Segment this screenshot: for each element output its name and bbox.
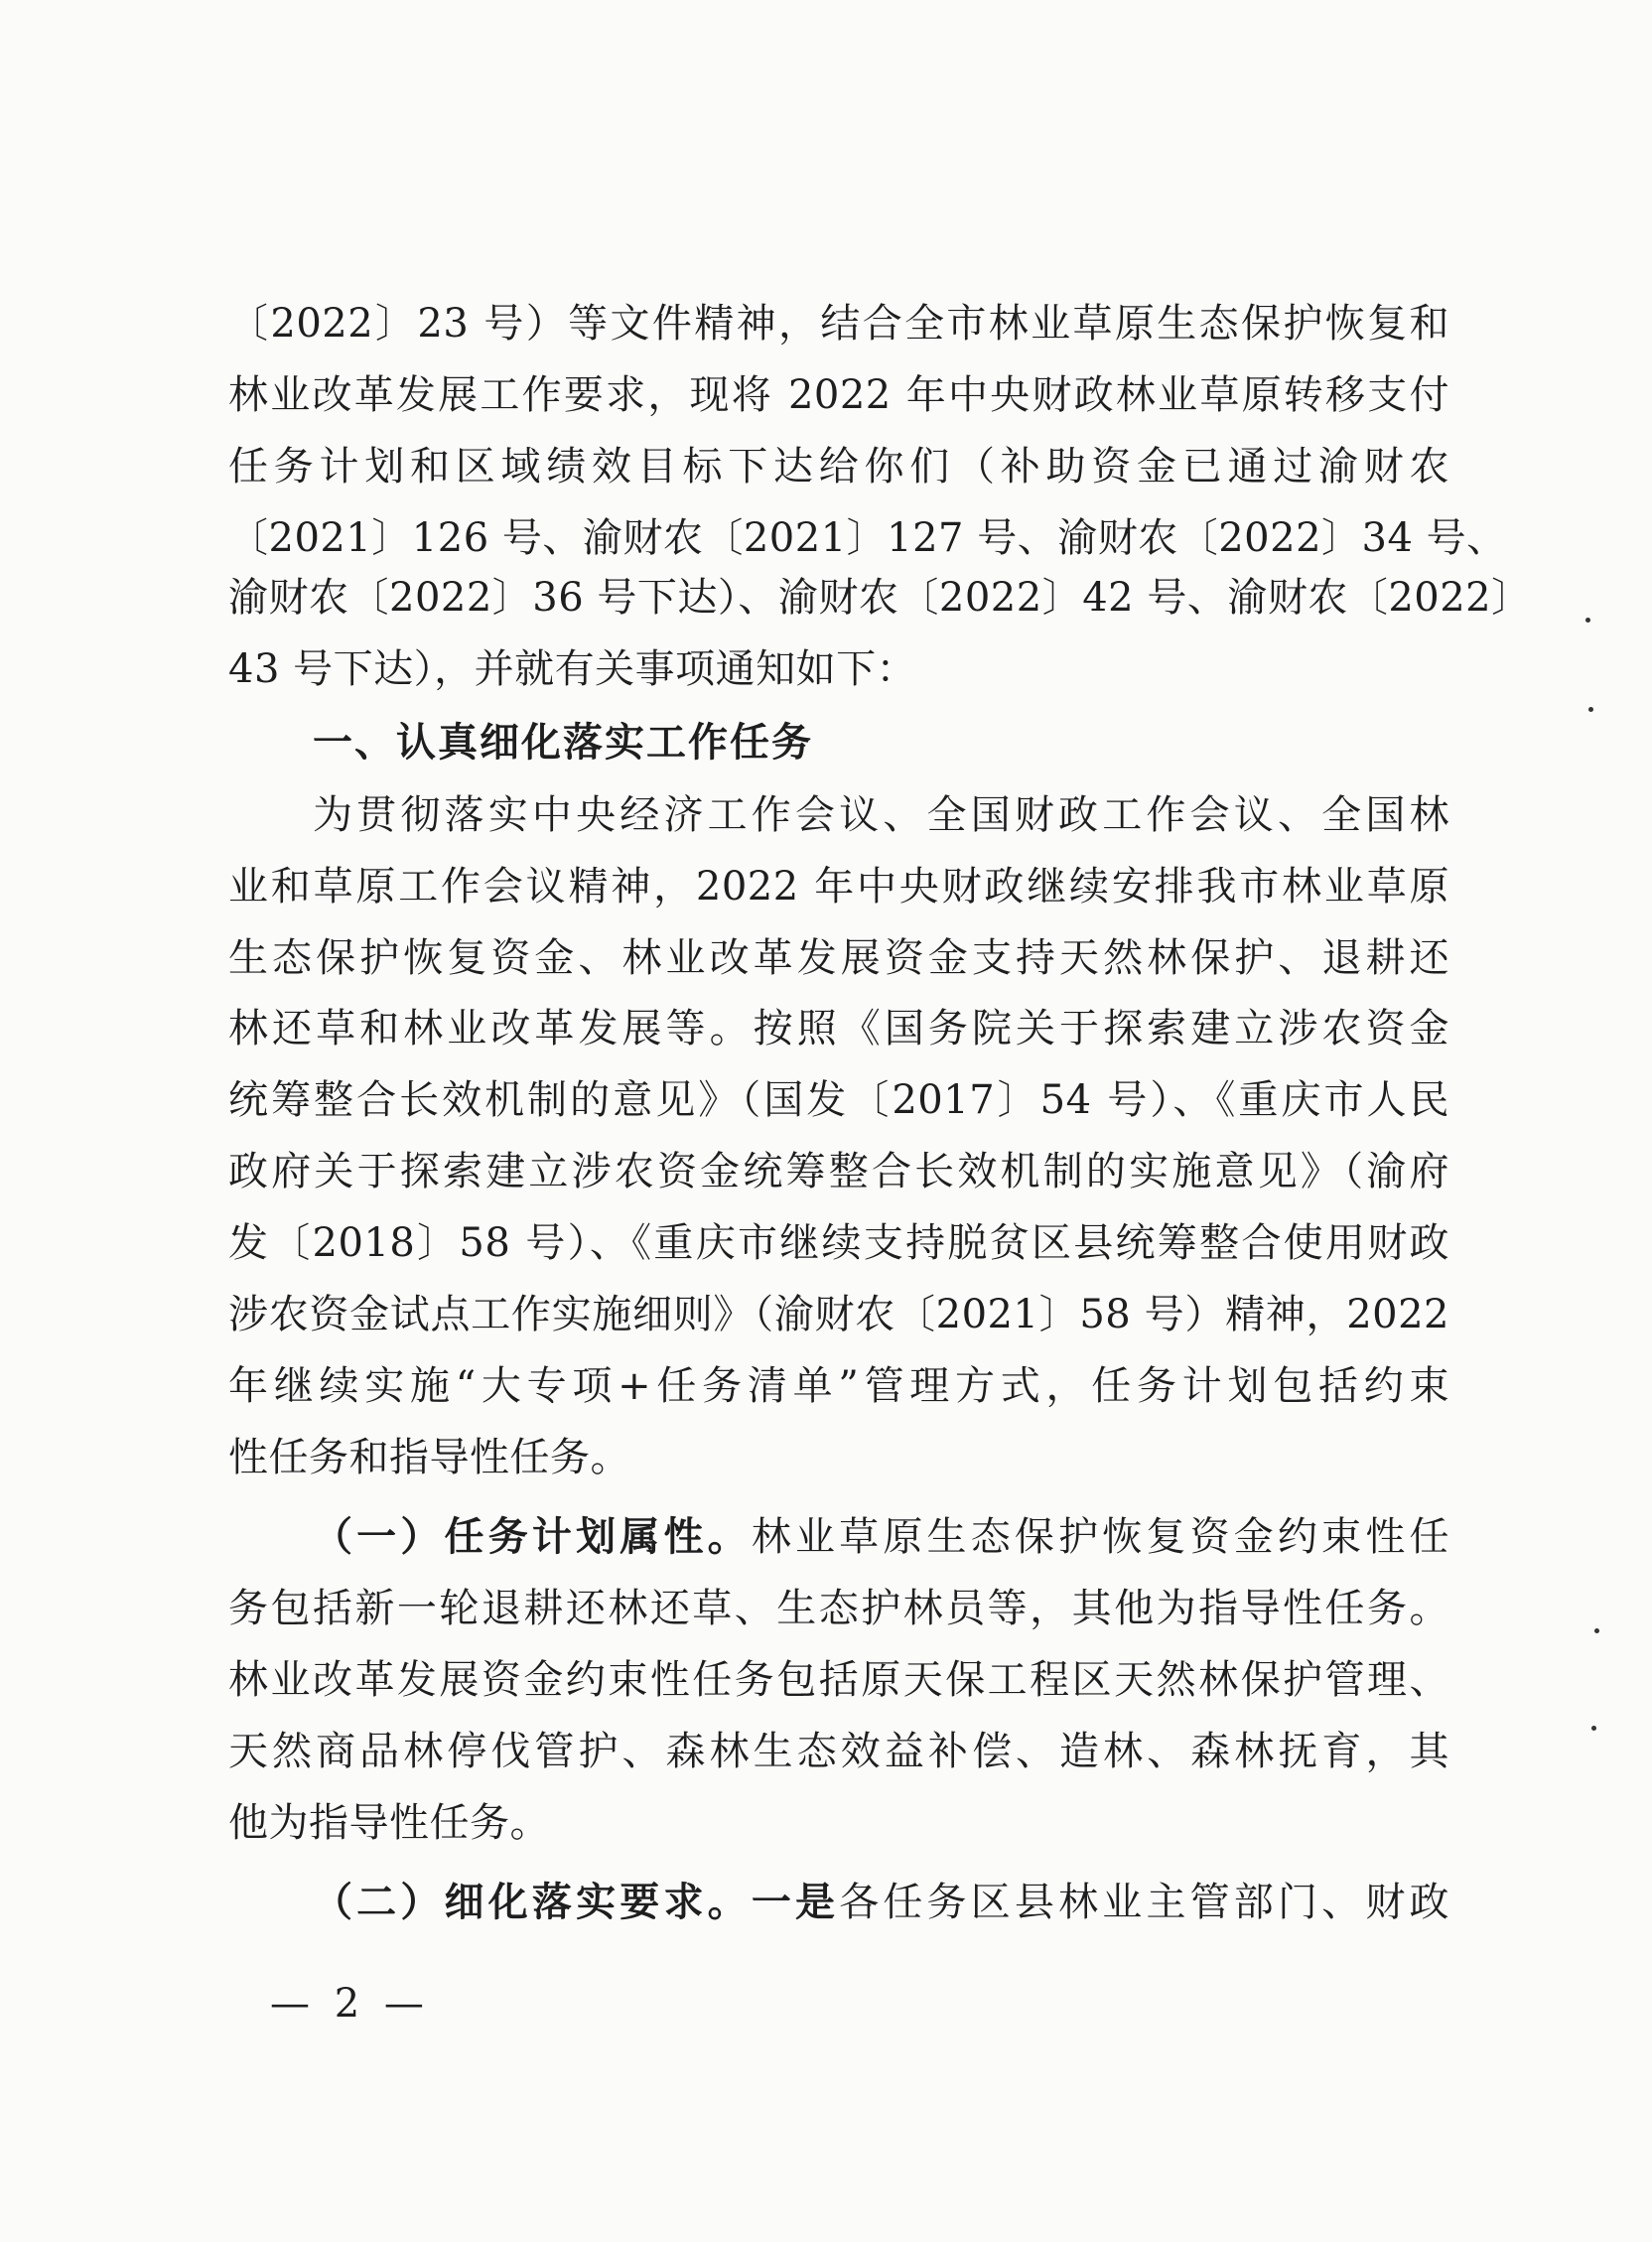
sub1-line-3: 林业改革发展资金约束性任务包括原天保工程区天然林保护管理、: [228, 1657, 1449, 1703]
section1-line-6: 政府关于探索建立涉农资金统筹整合长效机制的实施意见》（渝府: [228, 1149, 1449, 1194]
body-line-6: 43 号下达），并就有关事项通知如下：: [228, 646, 917, 692]
sub2-line-1: [313, 1867, 1449, 1938]
section1-line-3: 生态保护恢复资金、林业改革发展资金支持天然林保护、退耕还: [228, 935, 1449, 981]
section1-line-10: 性任务和指导性任务。: [228, 1435, 630, 1480]
sub1-line-2: 务包括新一轮退耕还林还草、生态护林员等，其他为指导性任务。: [228, 1586, 1449, 1631]
margin-dot: [1588, 707, 1593, 712]
sub2-rest-text: 各任务区县林业主管部门、财政: [839, 1880, 1450, 1925]
sub1-line-1: [313, 1501, 1449, 1573]
section1-line-9: 年继续实施“大专项+任务清单”管理方式，任务计划包括约束: [228, 1363, 1449, 1409]
margin-dot: [1591, 1726, 1596, 1731]
section1-line-1: 为贯彻落实中央经济工作会议、全国财政工作会议、全国林: [313, 792, 1449, 838]
body-line-1: 〔2022〕23 号）等文件精神，结合全市林业草原生态保护恢复和: [228, 301, 1449, 347]
sub1-first-text: 林业草原生态保护恢复资金约束性任: [751, 1514, 1450, 1560]
section1-line-2: 业和草原工作会议精神，2022 年中央财政继续安排我市林业草原: [228, 864, 1449, 910]
sub1-heading: （一）任务计划属性。: [313, 1513, 752, 1560]
section1-line-5: 统筹整合长效机制的意见》（国发〔2017〕54 号）、《重庆市人民: [228, 1077, 1449, 1123]
page-number: — 2 —: [270, 1981, 430, 2027]
sub1-line-5: 他为指导性任务。: [228, 1800, 550, 1846]
section1-line-7: 发〔2018〕58 号）、《重庆市继续支持脱贫区县统筹整合使用财政: [228, 1220, 1449, 1266]
body-line-3: 任务计划和区域绩效目标下达给你们（补助资金已通过渝财农: [228, 444, 1449, 490]
section1-line-4: 林还草和林业改革发展等。按照《国务院关于探索建立涉农资金: [228, 1006, 1449, 1051]
sub1-line-4: 天然商品林停伐管护、森林生态效益补偿、造林、森林抚育，其: [228, 1729, 1449, 1774]
sub2-bold-text: 一是: [751, 1879, 840, 1925]
sub2-heading: （二）细化落实要求。: [313, 1879, 752, 1925]
body-line-4: 〔2021〕126 号、渝财农〔2021〕127 号、渝财农〔2022〕34 号、: [228, 515, 1507, 561]
section-heading-1: 一、认真细化落实工作任务: [313, 720, 813, 766]
margin-dot: [1594, 1628, 1599, 1633]
margin-dot: [1585, 618, 1590, 623]
section1-line-8: 涉农资金试点工作实施细则》（渝财农〔2021〕58 号）精神，2022: [228, 1292, 1449, 1337]
body-line-5: 渝财农〔2022〕36 号下达）、渝财农〔2022〕42 号、渝财农〔2022〕: [228, 575, 1532, 621]
body-line-2: 林业改革发展工作要求，现将 2022 年中央财政林业草原转移支付: [228, 372, 1449, 418]
